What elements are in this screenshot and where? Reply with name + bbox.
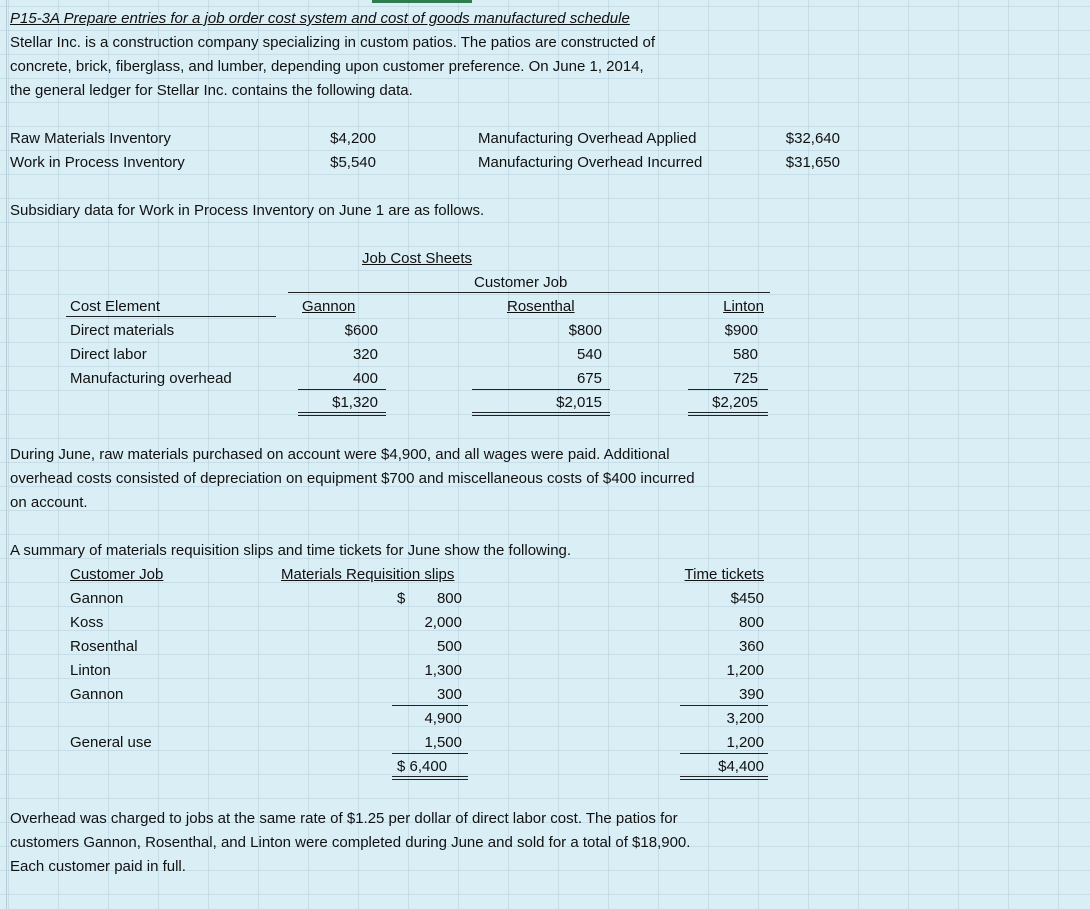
summary-time-2: 800 bbox=[738, 614, 764, 631]
summary-time-subtotal: 3,200 bbox=[726, 710, 764, 727]
subsidiary-intro: Subsidiary data for Work in Process Inventory on June 1 are as follows. bbox=[10, 202, 485, 219]
intro-line-2: concrete, brick, fiberglass, and lumber, depending upon customer preference. On June 1, 2014, bbox=[10, 58, 644, 75]
customer-job-header: Customer Job bbox=[474, 274, 568, 291]
june-line-1: During June, raw materials purchased on account were $4,900, and all wages were paid. Additional bbox=[10, 446, 670, 463]
cell-linton-dl: 580 bbox=[732, 346, 758, 363]
rosenthal-subtotal-rule bbox=[472, 389, 610, 390]
cell-gannon-dl: 320 bbox=[352, 346, 378, 363]
total-rosenthal: $2,015 bbox=[556, 394, 602, 411]
cost-element-rule bbox=[66, 316, 276, 317]
closing-line-3: Each customer paid in full. bbox=[10, 858, 186, 875]
june-line-3: on account. bbox=[10, 494, 88, 511]
customer-job-rule bbox=[288, 292, 770, 293]
total-linton: $2,205 bbox=[712, 394, 758, 411]
summary-materials-1: 800 bbox=[436, 590, 462, 607]
column-gannon: Gannon bbox=[302, 298, 356, 315]
cell-rosenthal-moh: 675 bbox=[576, 370, 602, 387]
summary-job-3: Rosenthal bbox=[70, 638, 138, 655]
summary-job-4: Linton bbox=[70, 662, 111, 679]
col-customer-job: Customer Job bbox=[70, 566, 164, 583]
general-use-time: 1,200 bbox=[726, 734, 764, 751]
column-gridline bbox=[6, 0, 7, 909]
summary-time-1: $450 bbox=[730, 590, 764, 607]
col-materials-requisition: Materials Requisition slips bbox=[281, 566, 455, 583]
general-use-materials: 1,500 bbox=[424, 734, 462, 751]
general-use-label: General use bbox=[70, 734, 152, 751]
row-label-direct-labor: Direct labor bbox=[70, 346, 147, 363]
job-cost-title: Job Cost Sheets bbox=[362, 250, 473, 267]
column-linton: Linton bbox=[723, 298, 764, 315]
summary-intro: A summary of materials requisition slips and time tickets for June show the following. bbox=[10, 542, 572, 559]
summary-materials-total: $ 6,400 bbox=[397, 758, 448, 775]
summary-time-total: $4,400 bbox=[718, 758, 764, 775]
column-rosenthal: Rosenthal bbox=[507, 298, 575, 315]
summary-time-4: 1,200 bbox=[726, 662, 764, 679]
moh-applied-value: $32,640 bbox=[785, 130, 840, 147]
summary-materials-5: 300 bbox=[436, 686, 462, 703]
summary-materials-3: 500 bbox=[436, 638, 462, 655]
moh-incurred-value: $31,650 bbox=[785, 154, 840, 171]
summary-materials-4: 1,300 bbox=[424, 662, 462, 679]
summary-job-2: Koss bbox=[70, 614, 104, 631]
selected-cell-indicator bbox=[372, 0, 472, 3]
summary-time-5: 390 bbox=[738, 686, 764, 703]
moh-incurred-label: Manufacturing Overhead Incurred bbox=[478, 154, 703, 171]
time-subtotal-rule bbox=[680, 705, 768, 706]
summary-job-1: Gannon bbox=[70, 590, 124, 607]
moh-applied-label: Manufacturing Overhead Applied bbox=[478, 130, 697, 147]
materials-total-rule bbox=[392, 753, 468, 754]
cell-rosenthal-dm: $800 bbox=[568, 322, 602, 339]
raw-materials-label: Raw Materials Inventory bbox=[10, 130, 171, 147]
time-total-rule bbox=[680, 753, 768, 754]
closing-line-1: Overhead was charged to jobs at the same rate of $1.25 per dollar of direct labor cost. The patios for bbox=[10, 810, 678, 827]
raw-materials-value: $4,200 bbox=[330, 130, 376, 147]
total-gannon: $1,320 bbox=[332, 394, 378, 411]
materials-total-double-rule bbox=[392, 776, 468, 780]
cell-linton-dm: $900 bbox=[724, 322, 758, 339]
intro-line-3: the general ledger for Stellar Inc. contains the following data. bbox=[10, 82, 413, 99]
summary-job-5: Gannon bbox=[70, 686, 124, 703]
cell-gannon-dm: $600 bbox=[344, 322, 378, 339]
closing-line-2: customers Gannon, Rosenthal, and Linton were completed during June and sold for a total of $18,900. bbox=[10, 834, 691, 851]
materials-subtotal-rule bbox=[392, 705, 468, 706]
cell-rosenthal-dl: 540 bbox=[576, 346, 602, 363]
june-line-2: overhead costs consisted of depreciation on equipment $700 and miscellaneous costs of $400 incurred bbox=[10, 470, 695, 487]
intro-line-1: Stellar Inc. is a construction company specializing in custom patios. The patios are constructed of bbox=[10, 34, 656, 51]
gannon-subtotal-rule bbox=[298, 389, 386, 390]
summary-materials-2: 2,000 bbox=[424, 614, 462, 631]
cell-linton-moh: 725 bbox=[732, 370, 758, 387]
rosenthal-total-double-rule bbox=[472, 412, 610, 416]
row-label-direct-materials: Direct materials bbox=[70, 322, 175, 339]
summary-dollar-sign: $ bbox=[397, 590, 406, 607]
row-label-mfg-overhead: Manufacturing overhead bbox=[70, 370, 232, 387]
problem-title: P15-3A Prepare entries for a job order cost system and cost of goods manufactured schedule bbox=[10, 10, 630, 27]
wip-label: Work in Process Inventory bbox=[10, 154, 185, 171]
col-time-tickets: Time tickets bbox=[684, 566, 764, 583]
cell-gannon-moh: 400 bbox=[352, 370, 378, 387]
wip-value: $5,540 bbox=[330, 154, 376, 171]
summary-time-3: 360 bbox=[738, 638, 764, 655]
time-total-double-rule bbox=[680, 776, 768, 780]
summary-materials-subtotal: 4,900 bbox=[424, 710, 462, 727]
cost-element-header: Cost Element bbox=[70, 298, 161, 315]
linton-subtotal-rule bbox=[688, 389, 768, 390]
gannon-total-double-rule bbox=[298, 412, 386, 416]
linton-total-double-rule bbox=[688, 412, 768, 416]
